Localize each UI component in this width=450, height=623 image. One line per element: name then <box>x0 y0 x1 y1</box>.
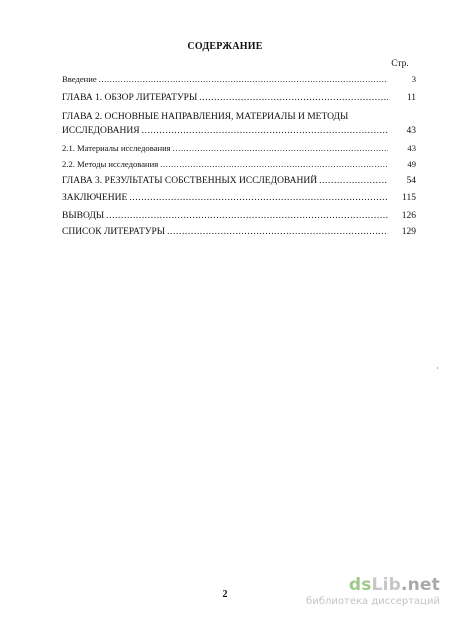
dot-leader <box>99 73 388 85</box>
toc-entry-section-2-2 <box>62 158 416 170</box>
page-column-header: Стр. <box>391 59 409 69</box>
watermark-subtitle: библиотека диссертаций <box>306 596 440 607</box>
toc-entry-page: 115 <box>402 193 416 203</box>
dot-leader <box>160 158 388 170</box>
toc-entry-text: ВЫВОДЫ <box>62 211 105 221</box>
toc-entry-references <box>62 226 416 238</box>
toc-entry-chapter-2 <box>62 125 416 137</box>
dot-leader <box>142 125 388 137</box>
watermark-logo: dsLib.net <box>348 575 440 595</box>
toc-entry-chapter-2-line-1: ГЛАВА 2. ОСНОВНЫЕ НАПРАВЛЕНИЯ, МАТЕРИАЛЫ И МЕТОДЫ <box>62 112 349 122</box>
toc-entry-page: 3 <box>411 74 416 84</box>
dot-leader <box>167 226 388 238</box>
dot-leader <box>199 92 388 104</box>
toc-entry-section-2-1 <box>62 142 416 154</box>
page-number: 2 <box>222 589 228 600</box>
toc-entry-text: СПИСОК ЛИТЕРАТУРЫ <box>62 227 166 237</box>
toc-entry-page: 49 <box>407 159 416 169</box>
table-of-contents <box>62 0 416 623</box>
toc-entry-page: 43 <box>407 143 416 153</box>
toc-entry-text: 2.1. Материалы исследования <box>62 143 171 153</box>
toc-entry-text: ГЛАВА 1. ОБЗОР ЛИТЕРАТУРЫ <box>62 93 198 103</box>
toc-entry-text: 2.2. Методы исследования <box>62 159 159 169</box>
toc-entry-text: Введение <box>62 74 97 84</box>
toc-entry-introduction <box>62 73 416 85</box>
toc-entry-text: ГЛАВА 3. РЕЗУЛЬТАТЫ СОБСТВЕННЫХ ИССЛЕДОВАНИЙ <box>62 176 318 186</box>
toc-entry-findings <box>62 210 416 222</box>
toc-entry-page: 54 <box>406 176 416 186</box>
toc-entry-text: ИССЛЕДОВАНИЯ <box>62 126 140 136</box>
toc-entry-page: 11 <box>406 93 416 103</box>
toc-title: СОДЕРЖАНИЕ <box>187 41 263 52</box>
toc-entry-chapter-1 <box>62 92 416 104</box>
dot-leader <box>129 192 388 204</box>
toc-entry-chapter-3 <box>62 175 416 187</box>
toc-entry-page: 129 <box>401 227 416 237</box>
scan-speck <box>437 367 438 369</box>
dslib-watermark <box>306 577 440 607</box>
toc-entry-text: ЗАКЛЮЧЕНИЕ <box>62 193 128 203</box>
dot-leader <box>319 175 388 187</box>
toc-entry-page: 126 <box>401 211 416 221</box>
toc-entry-page: 43 <box>406 126 416 136</box>
toc-entry-conclusion <box>62 192 416 204</box>
dot-leader <box>173 142 388 154</box>
dot-leader <box>106 210 388 222</box>
